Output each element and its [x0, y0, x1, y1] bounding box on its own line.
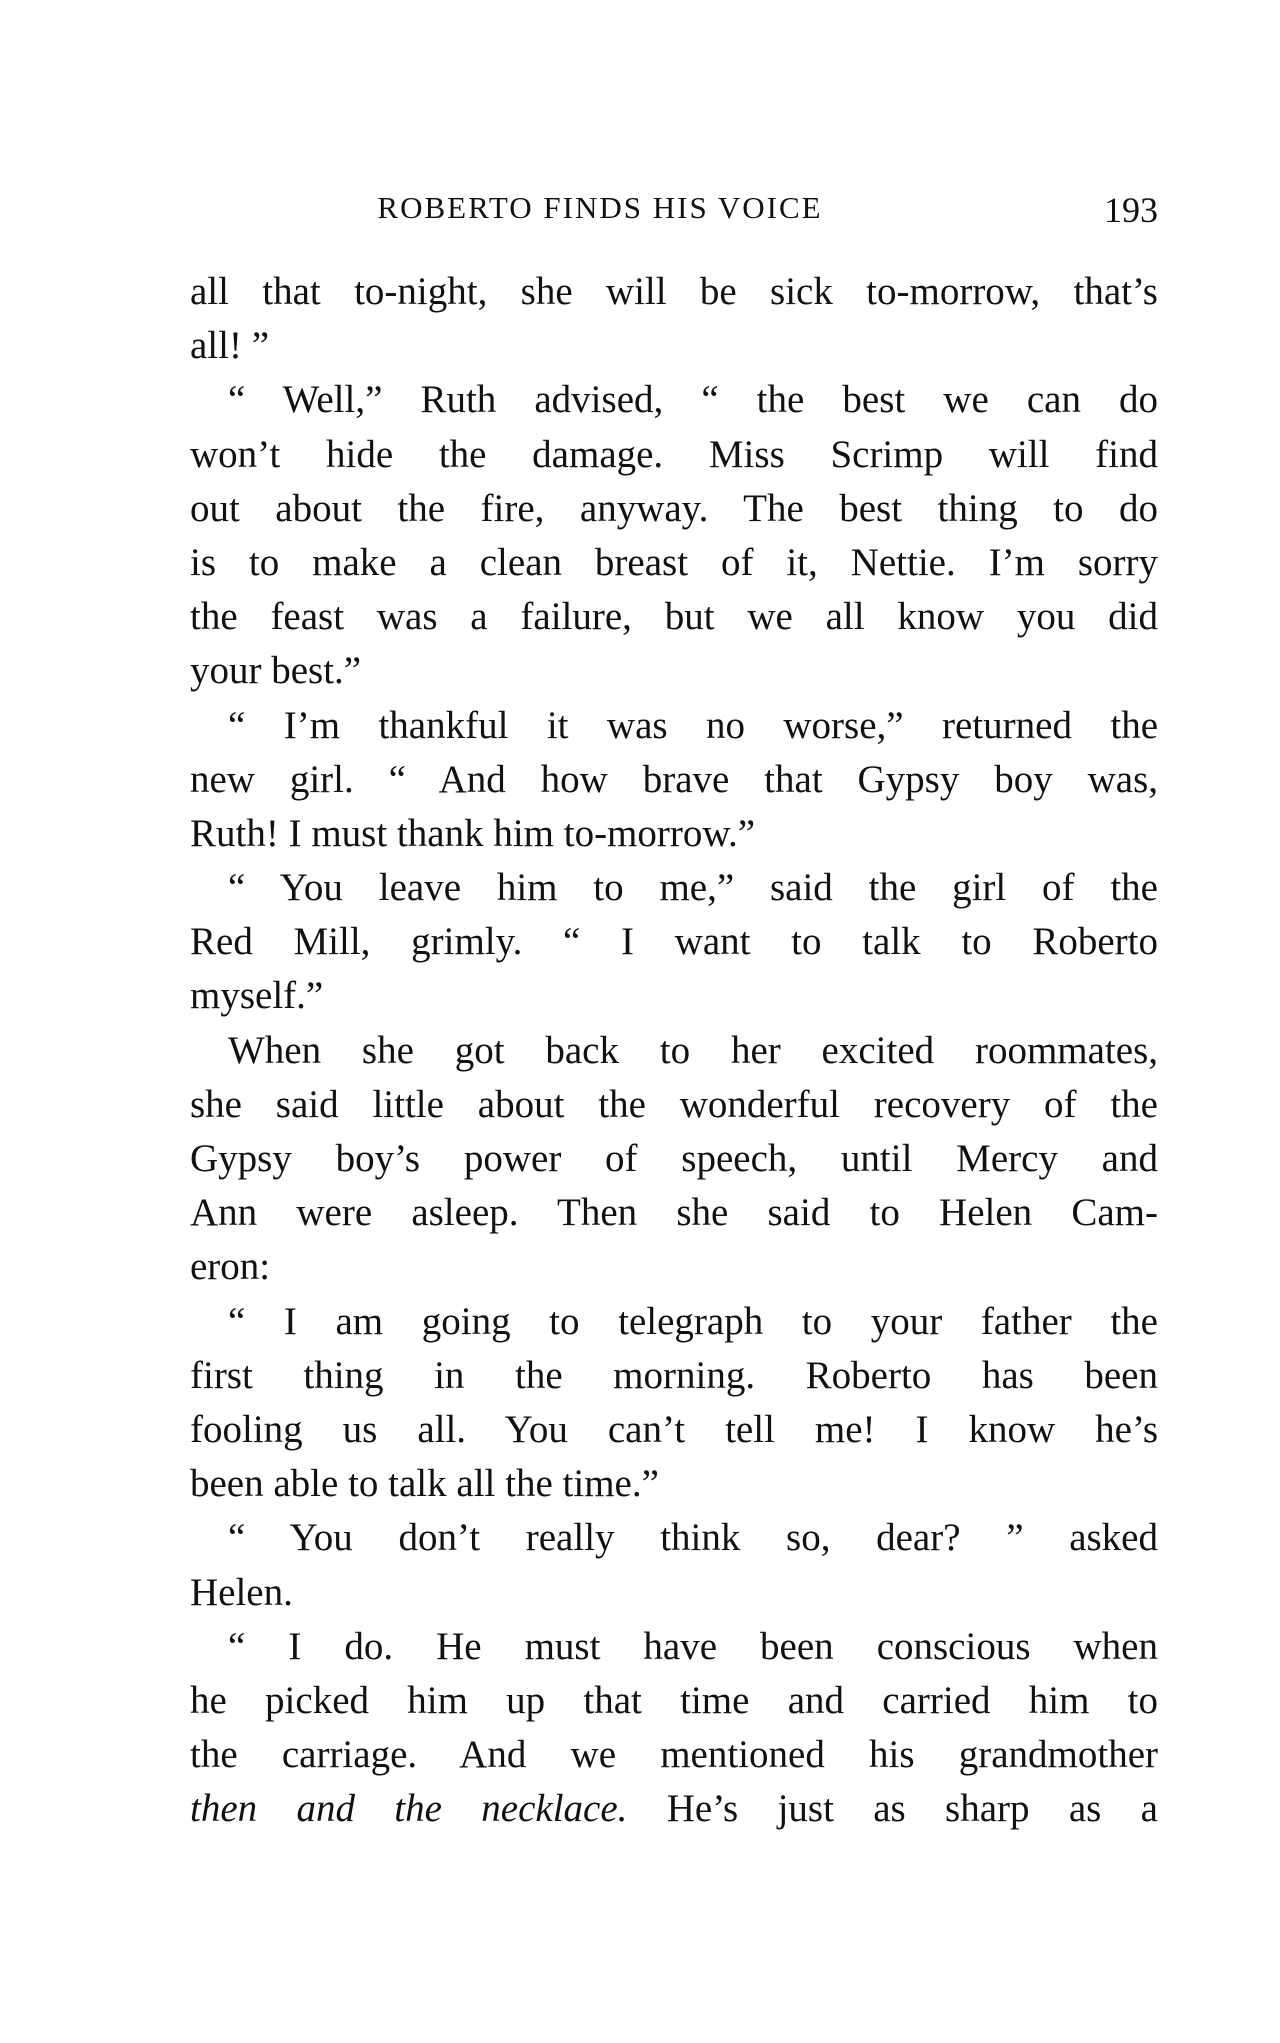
- text-line: When she got back to her excited roommates,: [228, 1028, 1158, 1072]
- text-line: Ann were asleep. Then she said to Helen Cam-: [190, 1191, 1158, 1235]
- text-line: been able to talk all the time.”: [190, 1462, 659, 1506]
- text-line: “ I am going to telegraph to your father the: [228, 1299, 1158, 1343]
- text-line: the feast was a failure, but we all know you did: [190, 595, 1158, 639]
- text-line: out about the fire, anyway. The best thing to do: [190, 486, 1158, 530]
- text-line: “ You leave him to me,” said the girl of the: [228, 866, 1158, 910]
- text-line: Red Mill, grimly. “ I want to talk to Roberto: [190, 920, 1158, 964]
- text-line: “ I’m thankful it was no worse,” returned the: [228, 703, 1158, 747]
- text-line: “ You don’t really think so, dear? ” asked: [228, 1516, 1158, 1560]
- text-line: is to make a clean breast of it, Nettie. I’m sorry: [190, 540, 1158, 584]
- text-line: won’t hide the damage. Miss Scrimp will find: [190, 432, 1158, 476]
- running-title: ROBERTO FINDS HIS VOICE: [377, 190, 823, 225]
- text-line: all that to-night, she will be sick to-morrow, that’s: [190, 270, 1158, 313]
- text-line: new girl. “ And how brave that Gypsy boy was,: [190, 757, 1158, 801]
- text-line: Gypsy boy’s power of speech, until Mercy and: [190, 1137, 1158, 1180]
- text-line: first thing in the morning. Roberto has been: [190, 1353, 1158, 1397]
- running-head: [190, 183, 1158, 233]
- page-number: 193: [1104, 190, 1158, 230]
- text-line: Ruth! I must thank him to-morrow.”: [190, 811, 756, 855]
- body-text: [190, 265, 1158, 1836]
- text-line: myself.”: [190, 974, 324, 1018]
- text-line: “ I do. He must have been conscious when: [228, 1624, 1158, 1668]
- text-line: your best.”: [190, 649, 362, 693]
- text-line: she said little about the wonderful recovery of the: [190, 1082, 1158, 1126]
- text-line: Helen.: [190, 1570, 293, 1614]
- text-line: the carriage. And we mentioned his grandmother: [190, 1733, 1158, 1777]
- text-line: then and the necklace. He’s just as sharp as a: [190, 1787, 1158, 1831]
- text-line: he picked him up that time and carried him to: [190, 1678, 1158, 1722]
- text-line: “ Well,” Ruth advised, “ the best we can do: [228, 378, 1158, 422]
- text-line: all! ”: [190, 324, 270, 368]
- text-line: fooling us all. You can’t tell me! I know he’s: [190, 1407, 1158, 1451]
- text-line: eron:: [190, 1245, 271, 1289]
